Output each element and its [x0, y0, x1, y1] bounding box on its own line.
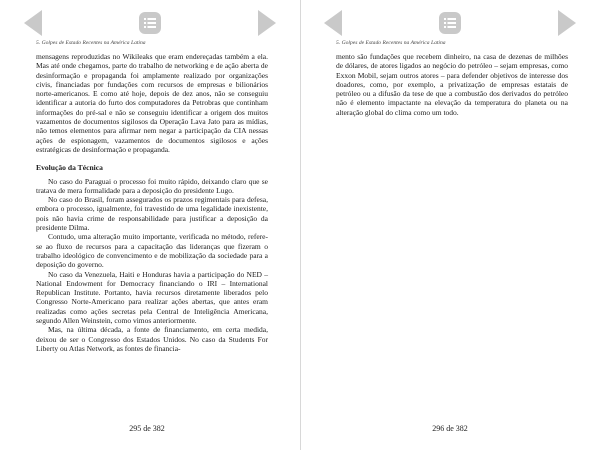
next-page-button[interactable]	[556, 8, 578, 38]
next-page-button[interactable]	[256, 8, 278, 38]
section-heading: Evolução da Técnica	[36, 163, 103, 173]
triangle-right-icon	[556, 8, 578, 38]
page-text	[336, 52, 568, 117]
paragraph: mensagens reproduzidas no Wikileaks que eram endereçadas também a ela. Mas até onde chegamos, parte do trabalho de networking e de ação aberta de desinformação e propaganda foi amplamente realizado por organizações civis, financiadas por fundações com recursos de empresas e bilionários norte-americanos. E como até hoje, depois de dez anos, não se conseguiu identificar a autoria do furto dos computadores da Petrobras que continham informações do pré-sal e não se conseguiu identificar a origem dos muitos vazamentos de documentos sigilosos da Operação Lava Jato para as mídias, não temos elementos para afirmar nem negar a participação da CIA nessas ações de espionagem, vazamentos de documentos sigilosos e ações estratégicas de desinformação e propaganda.	[36, 52, 268, 154]
paragraph: No caso do Brasil, foram assegurados os prazos regimentais para defesa, embora o processo, igualmente, foi travestido de uma legalidade inexistente, pois não havia crime de responsabilidade para justificar a deposição da presidente Dilma.	[36, 195, 268, 233]
paragraph: Contudo, uma alteração muito importante, verificada no método, refere-se ao fluxo de recursos para a capacitação das lideranças que fizeram o trabalho ideológico de convencimento e de mobilização da sociedade para a deposição do governo.	[36, 232, 268, 270]
previous-page-button[interactable]	[322, 8, 344, 38]
triangle-right-icon	[256, 8, 278, 38]
triangle-left-icon	[22, 8, 44, 38]
paragraph: No caso do Paraguai o processo foi muito rápido, deixando claro que se tratava de mera formalidade para a deposição do presidente Lugo.	[36, 176, 268, 195]
right-page	[300, 0, 600, 450]
menu-icon	[439, 12, 461, 34]
page-navigation	[22, 8, 278, 38]
running-head: 5. Golpes de Estado Recentes na América Latina	[336, 40, 446, 46]
page-navigation	[322, 8, 578, 38]
running-head: 5. Golpes de Estado Recentes na América Latina	[36, 40, 146, 46]
page-number: 295 de 382	[129, 424, 165, 433]
page-text	[36, 52, 268, 353]
paragraph: No caso da Venezuela, Haiti e Honduras havia a participação do NED – National Endowment for Democracy financiando o IRI – International Republican Institute. Portanto, havia recursos diretamente liberados pelo Congresso Norte-Americano para realizar ações abertas, que antes eram realizadas como ações secretas pela Central de Inteligência Americana, segundo Allen Weinstein, como vimos anteriormente.	[36, 269, 268, 326]
paragraph: Mas, na última década, a fonte de financiamento, em certa medida, deixou de ser o Congresso dos Estados Unidos. No caso da Students For Liberty ou Atlas Network, as fontes de financia-	[36, 325, 268, 353]
page-number: 296 de 382	[432, 424, 468, 433]
menu-button[interactable]	[439, 12, 461, 34]
menu-button[interactable]	[139, 12, 161, 34]
paragraph: mento são fundações que recebem dinheiro, na casa de dezenas de milhões de dólares, de atores ligados ao negócio do petróleo – sejam empresas, como Exxon Mobil, sejam outros atores – para defender objetivos de interesse dos doadores, como, por exemplo, a privatização de empresas estatais de petróleo ou a difusão da tese de que a combustão dos derivados do petróleo não é elemento impactante na elevação da temperatura do planeta ou na alteração global do clima como um todo.	[336, 52, 568, 117]
previous-page-button[interactable]	[22, 8, 44, 38]
triangle-left-icon	[322, 8, 344, 38]
menu-icon	[139, 12, 161, 34]
